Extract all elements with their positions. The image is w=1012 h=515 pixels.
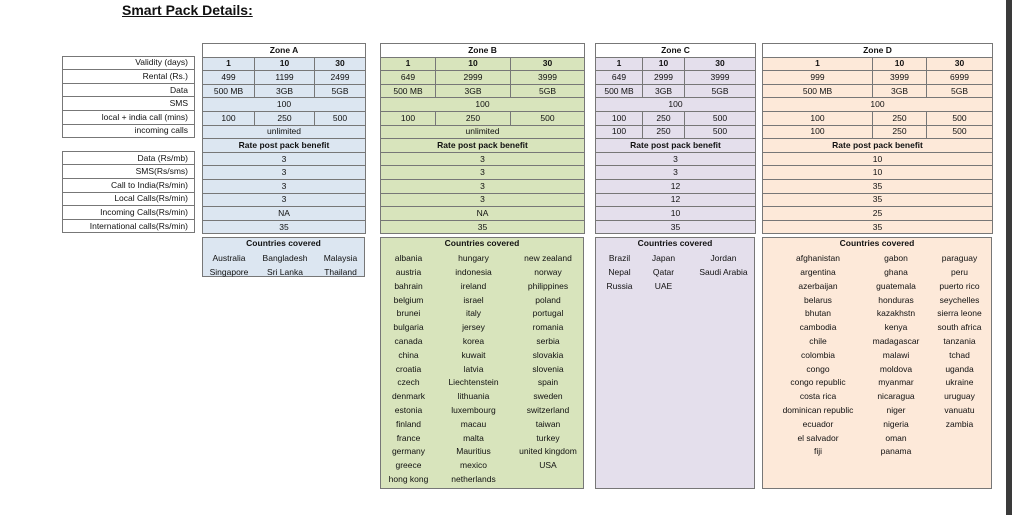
country-name: afghanistan <box>796 253 840 264</box>
country-name: Nepal <box>608 266 631 277</box>
country-name: philippines <box>527 280 569 291</box>
country-name: serbia <box>536 335 560 346</box>
rental-cell: 3999 <box>511 71 585 85</box>
country-name: Singapore <box>209 266 249 277</box>
country-name: chile <box>809 335 827 346</box>
validity-cell: 10 <box>436 57 511 71</box>
validity-cell: 1 <box>596 57 643 71</box>
incoming-cell: unlimited <box>381 125 585 139</box>
country-name: malawi <box>882 349 910 360</box>
rate-cell: 3 <box>381 166 585 180</box>
sms-cell: 100 <box>381 98 585 112</box>
rate-cell: 35 <box>203 220 366 234</box>
countries-title: Countries covered <box>444 238 520 249</box>
country-name: korea <box>462 335 485 346</box>
country-name: bhutan <box>805 308 831 319</box>
country-name: indonesia <box>455 266 492 277</box>
country-name: cambodia <box>799 322 837 333</box>
country-name: uganda <box>945 363 974 374</box>
country-name: malta <box>463 432 484 443</box>
country-name: germany <box>391 446 426 457</box>
countries-column <box>866 252 926 459</box>
country-name: uruguay <box>944 391 975 402</box>
country-name: albania <box>394 253 423 264</box>
countries-column <box>315 252 366 280</box>
blank-cell <box>63 43 195 56</box>
rate-cell: 3 <box>596 152 756 166</box>
country-name: bulgaria <box>393 322 424 333</box>
zone-name: Zone B <box>381 44 585 58</box>
country-name: greece <box>395 460 422 471</box>
countries-column <box>381 252 436 487</box>
rate-cell: 3 <box>596 166 756 180</box>
country-name: fiji <box>813 446 823 457</box>
country-name: nicaragua <box>877 391 915 402</box>
country-name: azerbaijan <box>798 280 838 291</box>
country-name: lithuania <box>457 391 490 402</box>
country-name: denmark <box>391 391 426 402</box>
validity-cell: 30 <box>511 57 585 71</box>
country-name: macau <box>460 418 487 429</box>
data-cell: 500 MB <box>381 84 436 98</box>
calls-cell: 100 <box>596 111 643 125</box>
country-name: congo republic <box>790 377 846 388</box>
rate-cell: 35 <box>763 193 993 207</box>
rental-cell: 6999 <box>927 71 993 85</box>
countries-box <box>762 237 992 489</box>
data-cell: 5GB <box>685 84 756 98</box>
rate-cell: 12 <box>596 179 756 193</box>
validity-cell: 10 <box>643 57 685 71</box>
page-title: Smart Pack Details: <box>122 2 253 18</box>
validity-cell: 10 <box>873 57 927 71</box>
data-cell: 3GB <box>873 84 927 98</box>
data-cell: 500 MB <box>596 84 643 98</box>
data-cell: 500 MB <box>203 84 255 98</box>
data-cell: 3GB <box>436 84 511 98</box>
rental-cell: 2999 <box>436 71 511 85</box>
rate-cell: 10 <box>596 207 756 221</box>
row-label: Incoming Calls(Rs/min) <box>63 206 195 220</box>
rate-cell: 3 <box>203 193 366 207</box>
calls-cell: 250 <box>873 111 927 125</box>
data-cell: 3GB <box>255 84 315 98</box>
country-name: guatemala <box>876 280 916 291</box>
country-name: Jordan <box>710 253 737 264</box>
countries-column <box>255 252 315 280</box>
rate-header: Rate post pack benefit <box>596 139 756 153</box>
country-name: madagascar <box>872 335 920 346</box>
countries-title: Countries covered <box>637 238 713 249</box>
country-name: honduras <box>878 294 914 305</box>
country-name: seychelles <box>939 294 980 305</box>
rate-cell: 25 <box>763 207 993 221</box>
country-name: peru <box>950 266 968 277</box>
country-name: Australia <box>212 253 246 264</box>
rate-cell: 3 <box>381 179 585 193</box>
countries-column <box>691 252 756 280</box>
country-name: congo <box>806 363 830 374</box>
country-name: portugal <box>532 308 564 319</box>
country-name: Qatar <box>652 266 675 277</box>
country-name: myanmar <box>878 377 914 388</box>
rate-cell: 3 <box>203 166 366 180</box>
country-name: Thailand <box>324 266 357 277</box>
country-name: czech <box>397 377 420 388</box>
country-name: brunei <box>396 308 421 319</box>
rate-cell: 35 <box>763 220 993 234</box>
country-name: moldova <box>879 363 913 374</box>
country-name: latvia <box>463 363 484 374</box>
country-name: dominican republic <box>782 404 854 415</box>
incoming-cell: 250 <box>873 125 927 139</box>
calls-cell: 500 <box>315 111 366 125</box>
country-name: el salvador <box>797 432 839 443</box>
country-name: turkey <box>536 432 560 443</box>
validity-cell: 30 <box>315 57 366 71</box>
validity-cell: 1 <box>203 57 255 71</box>
country-name: south africa <box>937 322 982 333</box>
zone-table <box>762 43 993 234</box>
row-labels-table <box>62 43 195 233</box>
country-name: belarus <box>804 294 832 305</box>
country-name: argentina <box>800 266 836 277</box>
country-name: Saudi Arabia <box>699 266 748 277</box>
zone-table <box>380 43 585 234</box>
country-name: poland <box>535 294 561 305</box>
countries-column <box>511 252 585 473</box>
country-name: kenya <box>884 322 908 333</box>
country-name: nigeria <box>883 418 909 429</box>
country-name: austria <box>395 266 422 277</box>
calls-cell: 100 <box>381 111 436 125</box>
country-name: hong kong <box>388 473 429 484</box>
country-name: hungary <box>458 253 489 264</box>
calls-cell: 500 <box>685 111 756 125</box>
sms-cell: 100 <box>763 98 993 112</box>
row-label: Validity (days) <box>63 56 195 70</box>
validity-cell: 1 <box>381 57 436 71</box>
rental-cell: 1199 <box>255 71 315 85</box>
country-name: tchad <box>949 349 970 360</box>
rate-cell: 3 <box>381 152 585 166</box>
row-label <box>63 138 195 152</box>
row-label: Data (Rs/mb) <box>63 151 195 165</box>
countries-column <box>203 252 255 280</box>
countries-box <box>595 237 755 489</box>
incoming-cell: 100 <box>596 125 643 139</box>
rate-header: Rate post pack benefit <box>203 139 366 153</box>
row-label: Local Calls(Rs/min) <box>63 192 195 206</box>
country-name: kazakhstn <box>876 308 916 319</box>
rate-cell: 35 <box>763 179 993 193</box>
countries-title: Countries covered <box>246 238 321 249</box>
rate-header: Rate post pack benefit <box>381 139 585 153</box>
country-name: vanuatu <box>944 404 975 415</box>
country-name: luxembourg <box>451 404 496 415</box>
zone-name: Zone C <box>596 44 756 58</box>
rental-cell: 649 <box>596 71 643 85</box>
incoming-cell: 500 <box>927 125 993 139</box>
sms-cell: 100 <box>203 98 366 112</box>
data-cell: 5GB <box>315 84 366 98</box>
country-name: gabon <box>884 253 908 264</box>
rate-cell: 10 <box>763 166 993 180</box>
rate-cell: NA <box>381 207 585 221</box>
country-name: belgium <box>393 294 424 305</box>
country-name: kuwait <box>461 349 486 360</box>
sms-cell: 100 <box>596 98 756 112</box>
calls-cell: 250 <box>643 111 685 125</box>
country-name: switzerland <box>526 404 570 415</box>
country-name: sweden <box>533 391 563 402</box>
country-name: netherlands <box>451 473 496 484</box>
validity-cell: 1 <box>763 57 873 71</box>
rate-cell: 35 <box>596 220 756 234</box>
data-cell: 5GB <box>511 84 585 98</box>
rate-cell: 10 <box>763 152 993 166</box>
row-label: incoming calls <box>63 124 195 138</box>
country-name: Mauritius <box>456 446 491 457</box>
incoming-cell: 500 <box>685 125 756 139</box>
country-name: Brazil <box>608 253 631 264</box>
data-cell: 5GB <box>927 84 993 98</box>
country-name: new zealand <box>524 253 572 264</box>
incoming-cell: unlimited <box>203 125 366 139</box>
country-name: ireland <box>460 280 487 291</box>
zone-table <box>595 43 756 234</box>
calls-cell: 100 <box>203 111 255 125</box>
data-cell: 500 MB <box>763 84 873 98</box>
country-name: estonia <box>394 404 423 415</box>
rate-cell: 35 <box>381 220 585 234</box>
country-name: Liechtenstein <box>448 377 499 388</box>
country-name: USA <box>539 460 557 471</box>
country-name: norway <box>534 266 562 277</box>
validity-cell: 10 <box>255 57 315 71</box>
countries-title: Countries covered <box>839 238 915 249</box>
country-name: UAE <box>654 280 673 291</box>
country-name: ecuador <box>802 418 834 429</box>
country-name: united kingdom <box>519 446 577 457</box>
countries-box <box>202 237 365 277</box>
countries-column <box>436 252 511 487</box>
calls-cell: 500 <box>511 111 585 125</box>
country-name: colombia <box>800 349 836 360</box>
row-label: SMS <box>63 97 195 111</box>
country-name: slovenia <box>532 363 564 374</box>
country-name: croatia <box>395 363 422 374</box>
zone-name: Zone D <box>763 44 993 58</box>
calls-cell: 100 <box>763 111 873 125</box>
window-edge <box>1006 0 1012 515</box>
incoming-cell: 250 <box>643 125 685 139</box>
country-name: paraguay <box>941 253 978 264</box>
countries-box <box>380 237 584 489</box>
country-name: romania <box>532 322 564 333</box>
country-name: ukraine <box>945 377 974 388</box>
rate-cell: 3 <box>203 179 366 193</box>
country-name: slovakia <box>532 349 564 360</box>
country-name: taiwan <box>535 418 561 429</box>
country-name: Bangladesh <box>262 253 308 264</box>
country-name: france <box>396 432 421 443</box>
rental-cell: 2999 <box>643 71 685 85</box>
country-name: ghana <box>884 266 908 277</box>
countries-column <box>763 252 873 459</box>
country-name: finland <box>395 418 422 429</box>
country-name: niger <box>886 404 906 415</box>
calls-cell: 250 <box>255 111 315 125</box>
country-name: Russia <box>606 280 633 291</box>
row-label: International calls(Rs/min) <box>63 219 195 233</box>
rate-header: Rate post pack benefit <box>763 139 993 153</box>
country-name: china <box>398 349 419 360</box>
rental-cell: 499 <box>203 71 255 85</box>
incoming-cell: 100 <box>763 125 873 139</box>
data-cell: 3GB <box>643 84 685 98</box>
row-label: Call to India(Rs/min) <box>63 178 195 192</box>
row-label: Rental (Rs.) <box>63 70 195 84</box>
country-name: Japan <box>651 253 676 264</box>
rental-cell: 2499 <box>315 71 366 85</box>
country-name: Sri Lanka <box>267 266 303 277</box>
country-name: spain <box>537 377 559 388</box>
country-name: Malaysia <box>323 253 358 264</box>
row-label: Data <box>63 83 195 97</box>
country-name: jersey <box>462 322 485 333</box>
validity-cell: 30 <box>685 57 756 71</box>
country-name: sierra leone <box>937 308 982 319</box>
rental-cell: 3999 <box>685 71 756 85</box>
country-name: zambia <box>945 418 974 429</box>
country-name: mexico <box>460 460 487 471</box>
country-name: tanzania <box>943 335 976 346</box>
validity-cell: 30 <box>927 57 993 71</box>
countries-column <box>926 252 993 431</box>
country-name: canada <box>394 335 423 346</box>
country-name: oman <box>885 432 907 443</box>
country-name: costa rica <box>799 391 837 402</box>
rental-cell: 999 <box>763 71 873 85</box>
countries-column <box>636 252 691 293</box>
rate-cell: 3 <box>203 152 366 166</box>
zone-table <box>202 43 366 234</box>
rate-cell: 3 <box>381 193 585 207</box>
rate-cell: NA <box>203 207 366 221</box>
calls-cell: 500 <box>927 111 993 125</box>
calls-cell: 250 <box>436 111 511 125</box>
zone-name: Zone A <box>203 44 366 58</box>
country-name: puerto rico <box>939 280 980 291</box>
country-name: italy <box>465 308 482 319</box>
country-name: panama <box>880 446 912 457</box>
rate-cell: 12 <box>596 193 756 207</box>
country-name: israel <box>463 294 484 305</box>
row-label: SMS(Rs/sms) <box>63 165 195 179</box>
rental-cell: 3999 <box>873 71 927 85</box>
row-label: local + india call (mins) <box>63 110 195 124</box>
rental-cell: 649 <box>381 71 436 85</box>
country-name: bahrain <box>394 280 423 291</box>
